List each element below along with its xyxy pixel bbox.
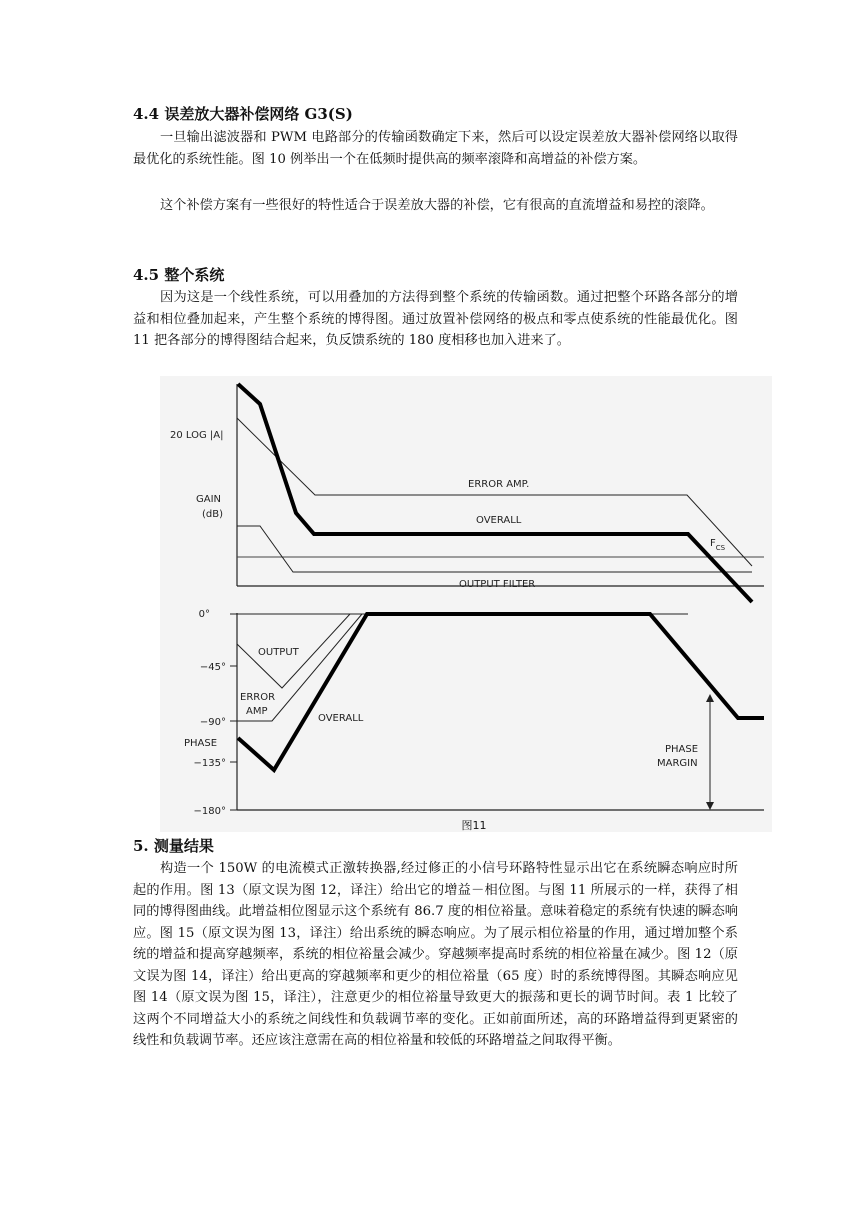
section-4-5-paragraph-1: 因为这是一个线性系统，可以用叠加的方法得到整个系统的传输函数。通过把整个环路各部分的增益和相位叠加起来，产生整个系统的博得图。通过放置补偿网络的极点和零点使系统的性能最优化。图 11 把各部分的博得图结合起来，负反馈系统的 180 度相移也加入进来了。 [133, 290, 738, 348]
error-amp-gain-label: ERROR AMP. [468, 479, 530, 490]
error-amp-phase-label-line1: ERROR [240, 692, 276, 703]
phase-tick-label-180: −180° [193, 806, 226, 817]
output-filter-label: OUTPUT FILTER [459, 579, 536, 590]
gain-unit-label: (dB) [202, 509, 224, 520]
section-4-4-heading: 4.4 误差放大器补偿网络 G3(S) [133, 105, 353, 123]
section-5-heading: 5. 测量结果 [133, 837, 214, 855]
output-phase-label: OUTPUT [258, 647, 299, 658]
fcs-label: $F_{CS}$ [710, 538, 726, 552]
section-4-5-heading: 4.5 整个系统 [133, 266, 225, 284]
section-5-paragraph-1: 构造一个 150W 的电流模式正激转换器,经过修正的小信号环路特性显示出它在系统瞬态响应时所起的作用。图 13（原文误为图 12，译注）给出它的增益－相位图。与图 11 所展示的一样，获得了相同的博得图曲线。此增益相位图显示这个系统有 86.7 度的相位裕量。意味着稳定的系统有快速的瞬态响应。图 15（原文误为图 13，译注）给出系统的瞬态响应。为了展示相位裕量的作用，通过增加整个系统的增益和提高穿越频率，系统的相位裕量会减少。穿越频率提高时系统的相位裕量在减少。图 12（原文误为图 14，译注）给出更高的穿越频率和更少的相位裕量（65 度）时的系统博得图。其瞬态响应见图 14（原文误为图 15，译注），注意更少的相位裕量导致更大的振荡和更长的调节时间。表 1 比较了这两个不同增益大小的系统之间线性和负载调节率的变化。正如前面所述，高的环路增益得到更紧密的线性和负载调节率。还应该注意需在高的相位裕量和较低的环路增益之间取得平衡。 [133, 861, 738, 1048]
figure-caption: 图11 [461, 819, 487, 832]
phase-axis-label: PHASE [184, 738, 218, 749]
gain-label: GAIN [196, 494, 222, 505]
error-amp-phase-label-line2: AMP [246, 706, 268, 717]
bode-plot-svg [160, 376, 772, 832]
figure-11-bode-plot [160, 376, 772, 832]
overall-phase-label: OVERALL [318, 713, 364, 724]
section-4-4-paragraph-1: 一旦输出滤波器和 PWM 电路部分的传输函数确定下来，然后可以设定误差放大器补偿网络以取得最优化的系统性能。图 10 例举出一个在低频时提供高的频率滚降和高增益的补偿方案。 [133, 130, 738, 167]
section-4-4-paragraph-2: 这个补偿方案有一些很好的特性适合于误差放大器的补偿，它有很高的直流增益和易控的滚降。 [160, 198, 714, 213]
phase-tick-label-45: −45° [199, 662, 226, 673]
phase-tick-label-90: −90° [199, 717, 226, 728]
phase-margin-label-line1: PHASE [665, 744, 699, 755]
phase-tick-label-0: 0° [198, 609, 210, 620]
phase-tick-label-135: −135° [193, 758, 226, 769]
overall-gain-label: OVERALL [476, 515, 522, 526]
phase-margin-label-line2: MARGIN [657, 758, 698, 769]
gain-axis-label: 20 LOG |A| [170, 430, 224, 441]
